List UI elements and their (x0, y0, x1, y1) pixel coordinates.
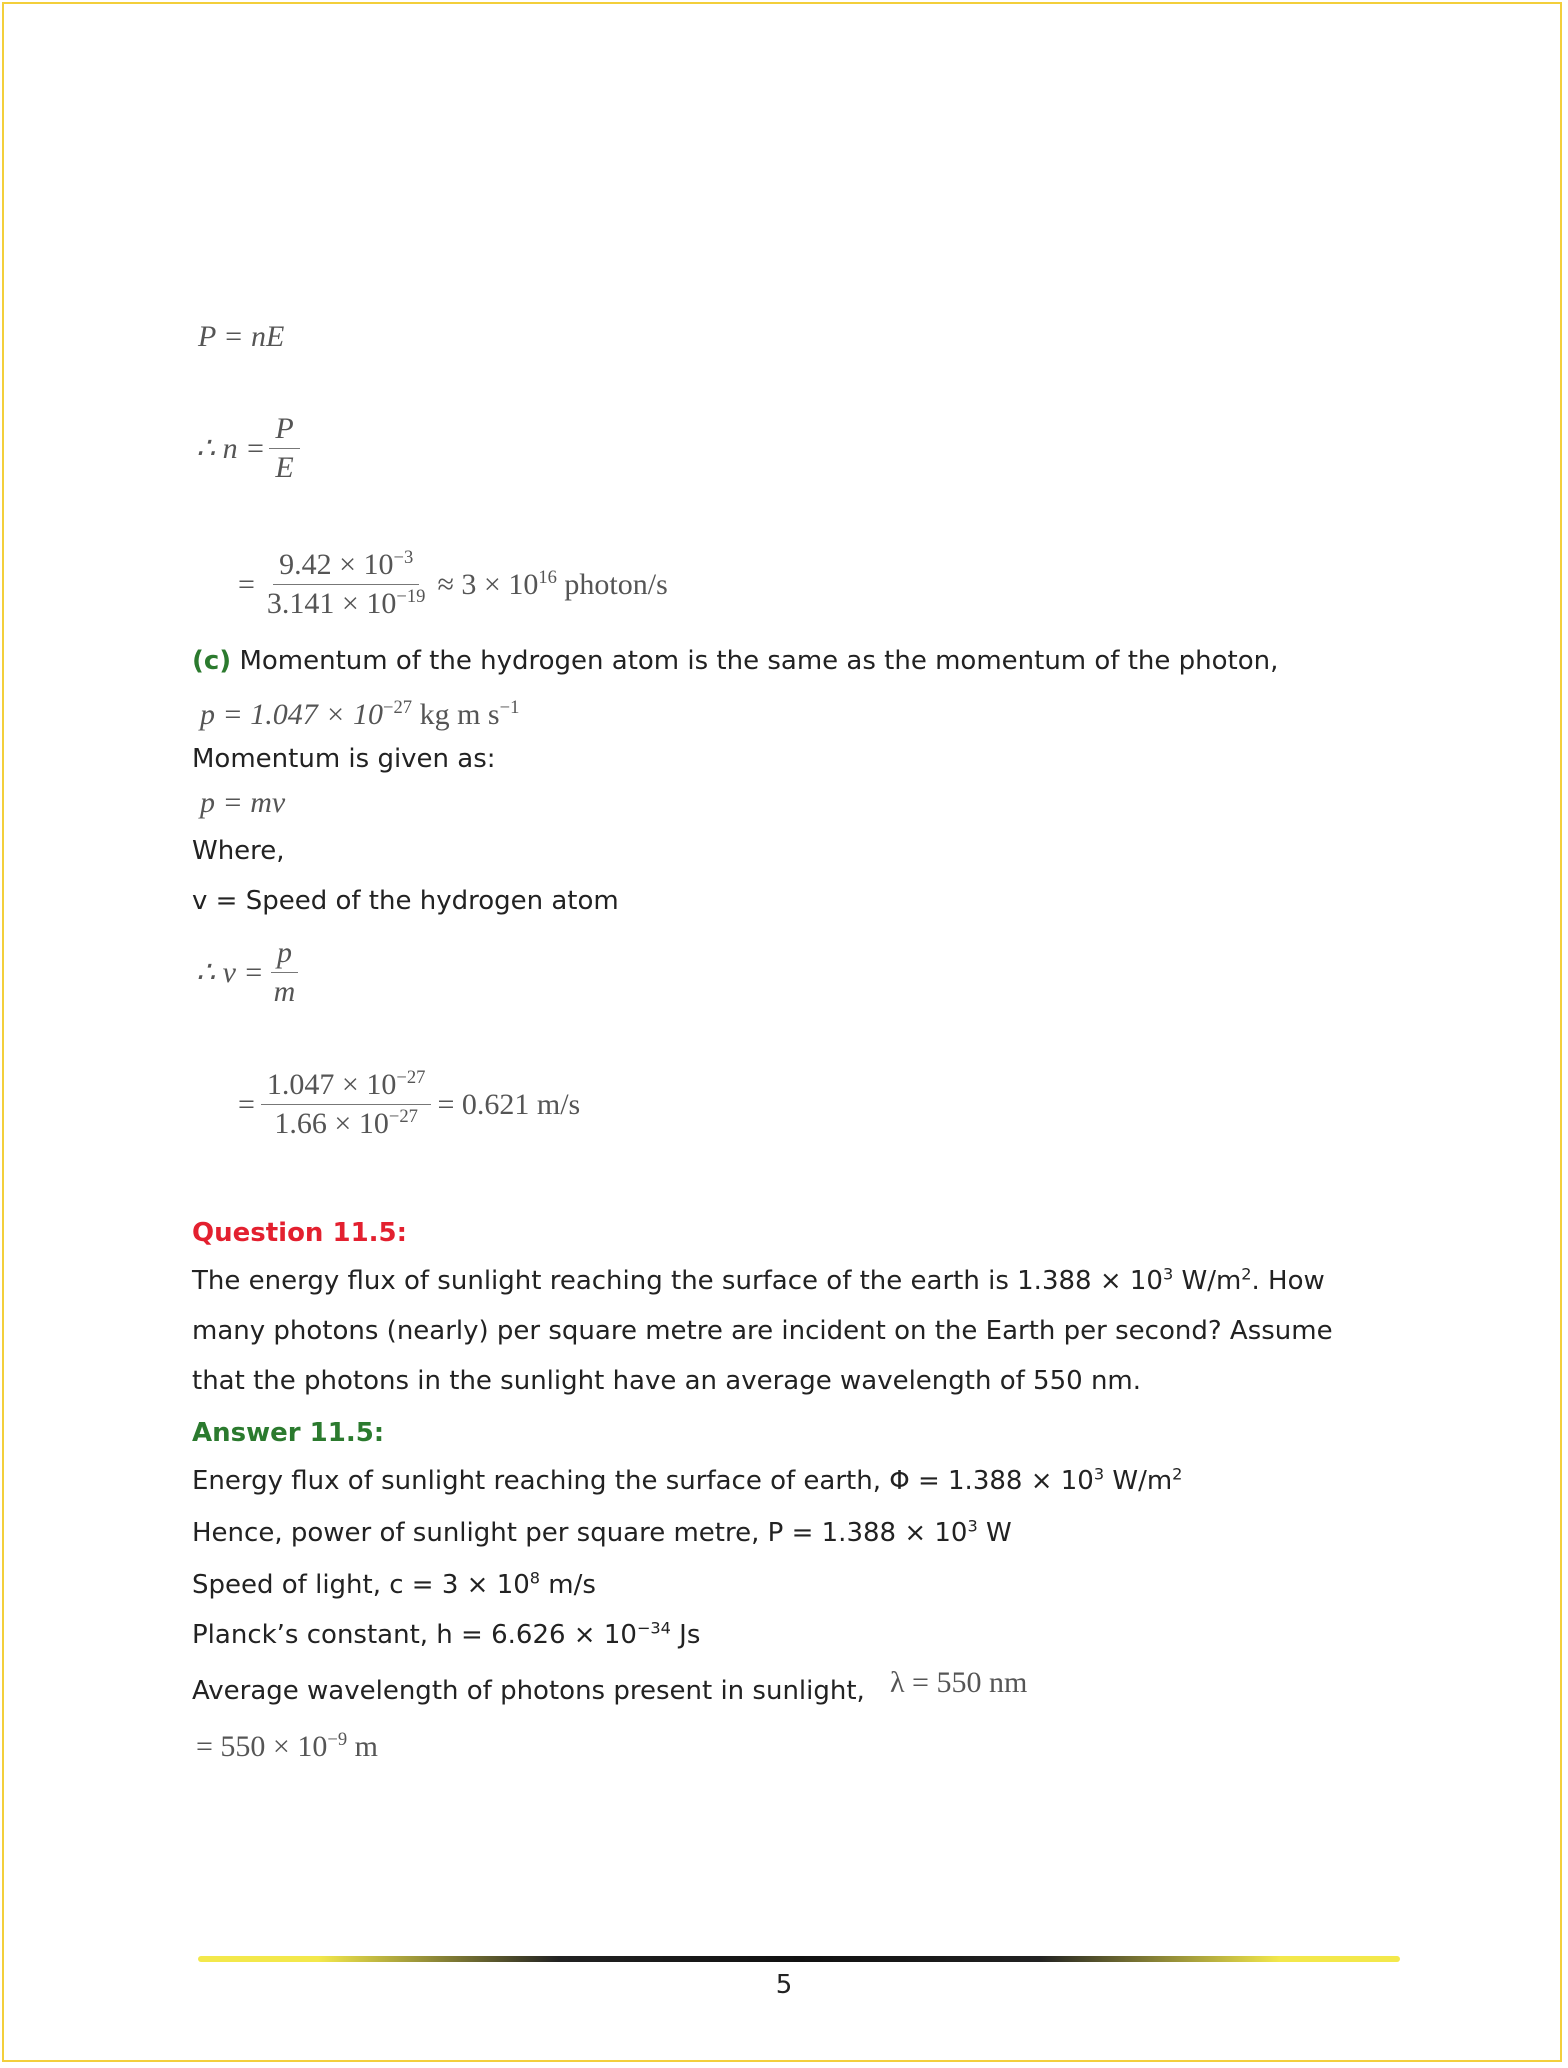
answer-line-energy-flux: Energy flux of sunlight reaching the surface of earth, $\Phi = 1.388 \times 10^3$ $W/m^2$ (192, 1464, 1183, 1496)
equation-n-lhs: ∴ n = (196, 432, 266, 465)
answer-line-planck: Planck’s constant, $h = 6.626 \times 10^{-34}$ Js (192, 1618, 701, 1650)
equation-n-calc (238, 548, 668, 621)
fraction-numerator: p (271, 936, 298, 973)
question-title: Question 11.5: (192, 1218, 408, 1248)
question-line-1: The energy flux of sunlight reaching the surface of the earth is $1.388 \times 10^3$ $W/m^2$. How (192, 1264, 1325, 1296)
equation-p-ne: P = nE (198, 320, 285, 353)
answer-line-power: Hence, power of sunlight per square metre, $P = 1.388 \times 10^3$ W (192, 1516, 1012, 1548)
equals-sign: = (238, 567, 255, 601)
fraction-numerator: P (269, 412, 299, 449)
question-line-2: many photons (nearly) per square metre are incident on the Earth per second? Assume (192, 1316, 1333, 1346)
fraction-numerator: $9.42 \times 10^{-3}$ (273, 548, 419, 585)
fraction-denominator: $1.66 \times 10^{-27}$ (274, 1106, 418, 1140)
equation-v-calc (238, 1068, 580, 1141)
equation-p-value: $p = 1.047 \times 10^{-27}$ kg m $s^{-1}$ (200, 697, 520, 731)
page-number: 5 (775, 1970, 793, 2000)
equals-sign: = (238, 1087, 255, 1121)
result-v: = 0.621 m/s (437, 1087, 581, 1121)
equation-v-lhs: ∴ v = (196, 956, 264, 989)
fraction-numerator: $1.047 \times 10^{-27}$ (261, 1068, 432, 1105)
fraction-v-calc (261, 1068, 432, 1141)
equation-lambda: λ = 550 nm (890, 1666, 1028, 1699)
equation-lambda-metres: = $550 \times 10^{-9}$ m (196, 1729, 378, 1763)
where-text: Where, (192, 836, 285, 866)
equation-p-mv: p = mv (200, 786, 286, 819)
footer-divider (198, 1956, 1400, 1962)
fraction-denominator: E (275, 451, 294, 484)
equation-v (196, 936, 301, 1009)
equation-n (196, 412, 300, 485)
question-line-3: that the photons in the sunlight have an average wavelength of 550 nm. (192, 1366, 1142, 1396)
answer-title: Answer 11.5: (192, 1418, 385, 1448)
momentum-given-text: Momentum is given as: (192, 744, 496, 774)
fraction-denominator: $3.141 \times 10^{-19}$ (266, 586, 426, 620)
answer-line-wavelength: Average wavelength of photons present in sunlight, (192, 1676, 865, 1706)
result-n: ≈ $3 \times 10^{16}$ photon/s (437, 566, 668, 601)
part-c-text: (c) Momentum of the hydrogen atom is the same as the momentum of the photon, (192, 646, 1279, 676)
fraction-p-over-e (269, 412, 299, 485)
fraction-denominator: m (273, 975, 296, 1008)
fraction-n-calc (261, 548, 432, 621)
v-definition-text: v = Speed of the hydrogen atom (192, 886, 619, 916)
answer-line-speed-of-light: Speed of light, $c = 3 \times 10^8$ m/s (192, 1568, 596, 1600)
fraction-p-over-m (268, 936, 302, 1009)
part-c-label: (c) (192, 646, 232, 676)
